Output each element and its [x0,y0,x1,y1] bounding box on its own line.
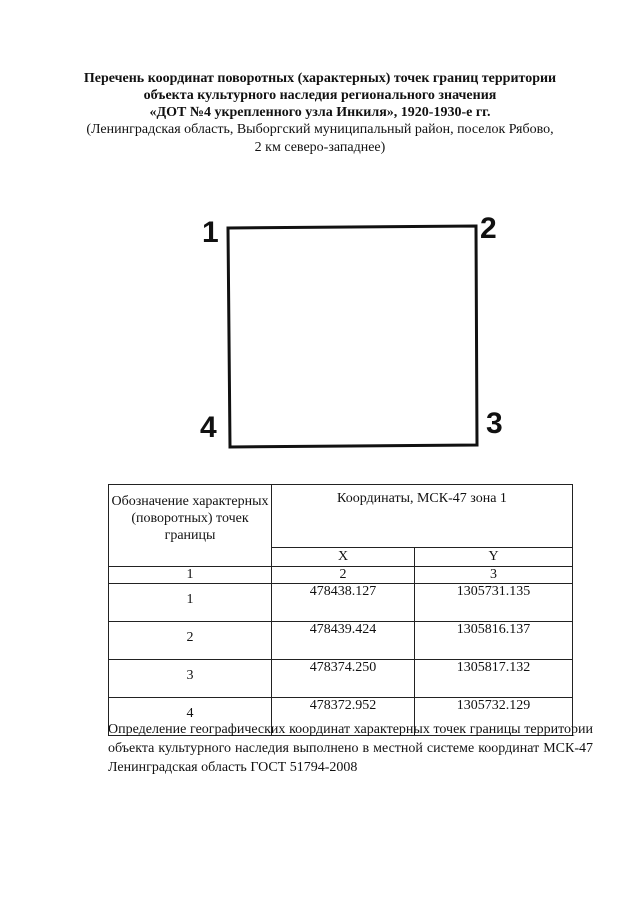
column-number-row [109,567,573,584]
column-number: 3 [415,567,573,584]
table-row [109,584,573,622]
cell-point: 1 [109,584,272,622]
header-x: X [272,548,415,567]
document-title [60,70,580,157]
title-line-4: (Ленинградская область, Выборгский муниципальный район, поселок Рябово, [86,122,554,137]
column-number: 2 [272,567,415,584]
cell-point: 2 [109,622,272,660]
table-row [109,622,573,660]
cell-x: 478439.424 [272,622,415,660]
header-coordinates: Координаты, МСК-47 зона 1 [272,485,573,548]
cell-point: 4 [109,698,272,736]
cell-point: 3 [109,660,272,698]
title-line-3: «ДОТ №4 укрепленного узла Инкиля», 1920-1930-е гг. [149,105,491,120]
point-label-3: 3 [486,407,503,440]
cell-y: 1305731.135 [415,584,573,622]
title-line-1: Перечень координат поворотных (характерных) точек границ территории [83,71,557,86]
cell-x: 478438.127 [272,584,415,622]
title-line-2: объекта культурного наследия регионального значения [143,88,497,103]
table-row [109,660,573,698]
cell-y: 1305817.132 [415,660,573,698]
point-label-2: 2 [480,212,497,245]
cell-x: 478374.250 [272,660,415,698]
footnote-text: Определение географических координат характерных точек границы территории объекта культурного наследия выполнено в местной системе координат МСК-47 Ленинградская область ГОСТ 51794-2008 [108,722,593,775]
boundary-diagram [196,205,506,460]
point-label-1: 1 [202,216,219,249]
header-y: Y [415,548,573,567]
cell-y: 1305732.129 [415,698,573,736]
boundary-polygon [228,226,477,447]
point-label-4: 4 [200,411,217,444]
coordinates-table [108,484,573,736]
column-number: 1 [109,567,272,584]
title-line-5: 2 км северо-западнее) [254,140,386,155]
cell-y: 1305816.137 [415,622,573,660]
header-designation: Обозначение характерных (поворотных) точек границы [109,485,272,567]
boundary-svg [196,205,506,460]
cell-x: 478372.952 [272,698,415,736]
